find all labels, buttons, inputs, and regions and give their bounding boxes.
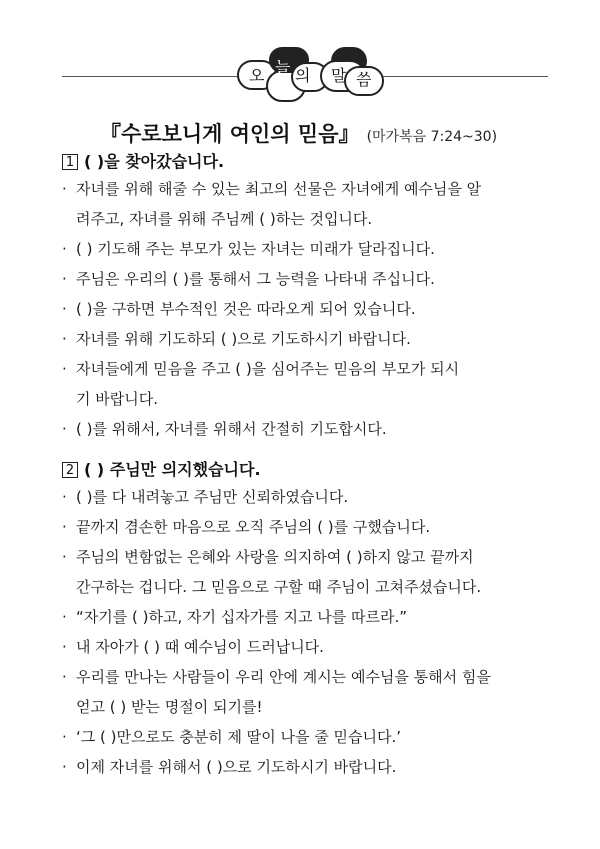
section-2: [62, 458, 562, 782]
list-item-text: ( )을 구하면 부수적인 것은 따라오게 되어 있습니다.: [76, 300, 416, 318]
list-item-text: 주님의 변함없는 은혜와 사랑을 의지하여 ( )하지 않고 끝까지: [76, 548, 474, 566]
list-item-text: “자기를 ( )하고, 자기 십자가를 지고 나를 따르라.”: [76, 608, 407, 626]
bullet-marker: ·: [62, 758, 67, 776]
badge-char-2: 늘: [275, 58, 291, 77]
page-header: [0, 0, 600, 110]
list-item-text: 기 바랍니다.: [76, 390, 158, 408]
title-main: 『수로보니게 여인의 믿음』: [100, 122, 360, 146]
list-item-text: 주님은 우리의 ( )를 통해서 그 능력을 나타내 주십니다.: [76, 270, 435, 288]
list-item-text: 자녀를 위해 해줄 수 있는 최고의 선물은 자녀에게 예수님을 알: [76, 180, 482, 198]
list-item: [62, 174, 562, 204]
list-item-text: 자녀를 위해 기도하되 ( )으로 기도하시기 바랍니다.: [76, 330, 411, 348]
section-1-number: 1: [62, 154, 78, 170]
bullet-marker: ·: [62, 638, 67, 656]
bullet-marker: ·: [62, 360, 67, 378]
section-1-list: [62, 174, 562, 444]
section-2-list: [62, 482, 562, 782]
bullet-marker: ·: [62, 518, 67, 536]
list-item-text: 얻고 ( ) 받는 명절이 되기를!: [76, 698, 263, 716]
list-item-text: 자녀들에게 믿음을 주고 ( )을 심어주는 믿음의 부모가 되시: [76, 360, 460, 378]
list-item-continuation: [62, 384, 562, 414]
badge-char-3: 의: [295, 66, 311, 85]
list-item: [62, 414, 562, 444]
bullet-marker: ·: [62, 728, 67, 746]
list-item: [62, 294, 562, 324]
section-2-heading: [62, 458, 562, 482]
badge-char-1: 오: [249, 66, 265, 85]
list-item: [62, 264, 562, 294]
bullet-marker: ·: [62, 180, 67, 198]
section-2-number: 2: [62, 462, 78, 478]
list-item-text: 끝까지 겸손한 마음으로 오직 주님의 ( )를 구했습니다.: [76, 518, 431, 536]
section-1-heading-text: ( )을 찾아갔습니다.: [84, 152, 225, 171]
section-1: [62, 150, 562, 444]
list-item: [62, 324, 562, 354]
badge-char-4: 말: [331, 66, 347, 85]
bullet-marker: ·: [62, 668, 67, 686]
bullet-marker: ·: [62, 608, 67, 626]
bullet-marker: ·: [62, 548, 67, 566]
section-1-heading: [62, 150, 562, 174]
list-item: [62, 234, 562, 264]
bullet-marker: ·: [62, 488, 67, 506]
list-item: [62, 662, 562, 692]
bullet-marker: ·: [62, 330, 67, 348]
bullet-marker: ·: [62, 270, 67, 288]
sermon-title: [100, 118, 560, 148]
bullet-marker: ·: [62, 240, 67, 258]
list-item-text: ( ) 기도해 주는 부모가 있는 자녀는 미래가 달라집니다.: [76, 240, 435, 258]
list-item-text: ( )를 다 내려놓고 주님만 신뢰하였습니다.: [76, 488, 349, 506]
list-item: [62, 482, 562, 512]
list-item-text: 려주고, 자녀를 위해 주님께 ( )하는 것입니다.: [76, 210, 373, 228]
list-item-text: ( )를 위해서, 자녀를 위해서 간절히 기도합시다.: [76, 420, 387, 438]
list-item: [62, 632, 562, 662]
list-item: [62, 722, 562, 752]
list-item: [62, 512, 562, 542]
list-item: [62, 752, 562, 782]
list-item-text: 간구하는 겁니다. 그 믿음으로 구할 때 주님이 고쳐주셨습니다.: [76, 578, 482, 596]
badge-char-5: 씀: [356, 70, 372, 89]
list-item-text: 우리를 만나는 사람들이 우리 안에 계시는 예수님을 통해서 힘을: [76, 668, 491, 686]
list-item: [62, 542, 562, 572]
title-reference: (마가복음 7:24~30): [366, 129, 498, 145]
list-item: [62, 354, 562, 384]
list-item-text: ‘그 ( )만으로도 충분히 제 딸이 나을 줄 믿습니다.’: [76, 728, 401, 746]
section-2-heading-text: ( ) 주님만 의지했습니다.: [84, 460, 261, 479]
list-item-continuation: [62, 692, 562, 722]
list-item-text: 내 자아가 ( ) 때 예수님이 드러납니다.: [76, 638, 324, 656]
list-item-continuation: [62, 204, 562, 234]
bullet-marker: ·: [62, 300, 67, 318]
bullet-marker: ·: [62, 420, 67, 438]
list-item: [62, 602, 562, 632]
list-item-text: 이제 자녀를 위해서 ( )으로 기도하시기 바랍니다.: [76, 758, 397, 776]
list-item-continuation: [62, 572, 562, 602]
